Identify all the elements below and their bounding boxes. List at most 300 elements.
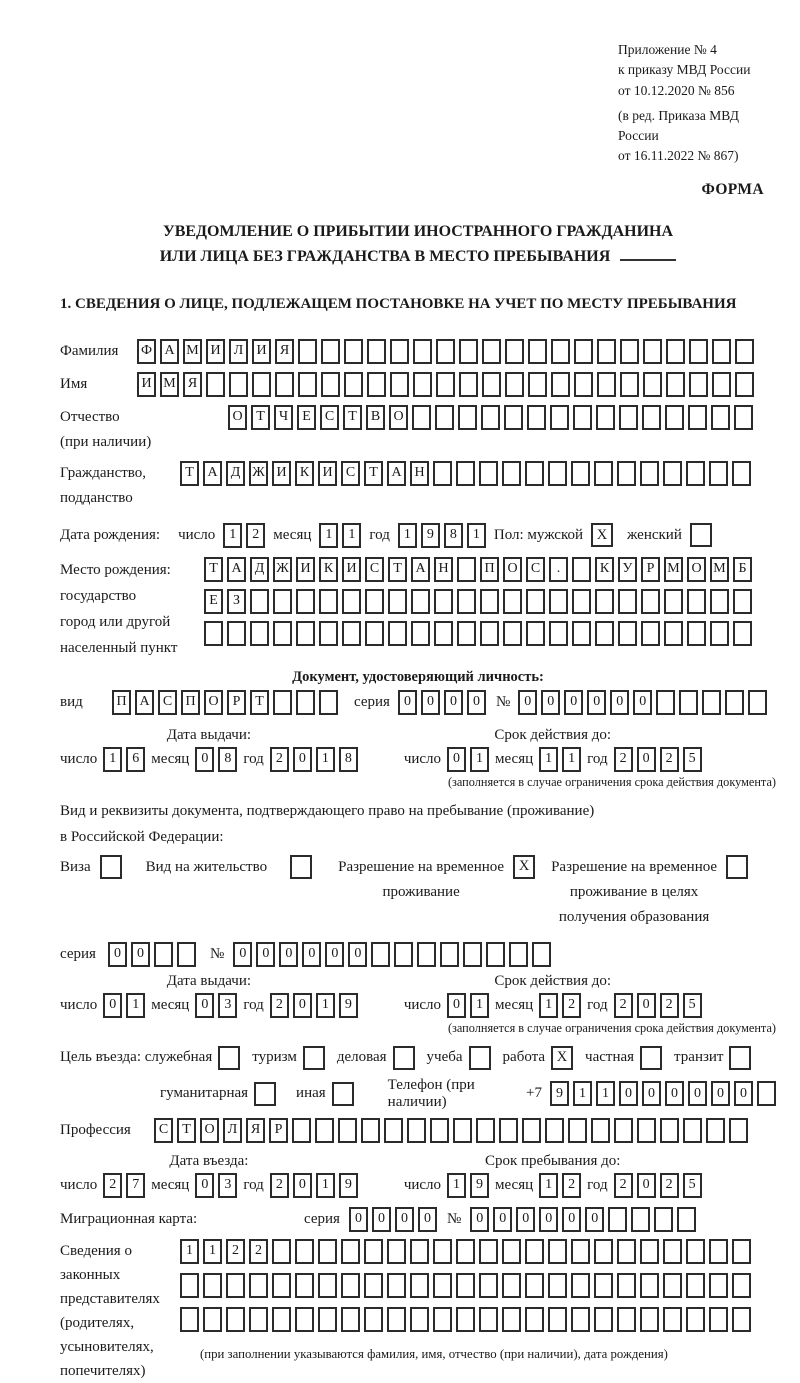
char-cell[interactable]: З bbox=[227, 589, 246, 614]
char-cell[interactable] bbox=[522, 1118, 541, 1143]
char-cell[interactable]: 0 bbox=[493, 1207, 512, 1232]
char-cell[interactable]: 0 bbox=[349, 1207, 368, 1232]
char-cell[interactable] bbox=[618, 589, 637, 614]
char-cell[interactable]: Е bbox=[204, 589, 223, 614]
char-cell[interactable] bbox=[273, 621, 292, 646]
char-cell[interactable] bbox=[367, 339, 386, 364]
char-cell[interactable]: 0 bbox=[633, 690, 652, 715]
char-cell[interactable] bbox=[663, 461, 682, 486]
sex-female-checkbox[interactable] bbox=[690, 523, 712, 547]
char-cell[interactable] bbox=[344, 372, 363, 397]
entry-year-cells[interactable] bbox=[270, 1173, 358, 1198]
char-cell[interactable] bbox=[664, 589, 683, 614]
char-cell[interactable] bbox=[549, 589, 568, 614]
char-cell[interactable] bbox=[502, 1239, 521, 1264]
char-cell[interactable]: 0 bbox=[421, 690, 440, 715]
char-cell[interactable] bbox=[505, 372, 524, 397]
char-cell[interactable] bbox=[433, 1239, 452, 1264]
birth-day-cells[interactable] bbox=[223, 523, 265, 548]
birth-place-line3-cells[interactable] bbox=[204, 621, 752, 646]
char-cell[interactable]: 2 bbox=[249, 1239, 268, 1264]
char-cell[interactable] bbox=[643, 339, 662, 364]
char-cell[interactable] bbox=[204, 621, 223, 646]
char-cell[interactable]: 9 bbox=[470, 1173, 489, 1198]
residence-permit-checkbox[interactable] bbox=[290, 855, 312, 879]
char-cell[interactable] bbox=[757, 1081, 776, 1106]
char-cell[interactable]: 3 bbox=[218, 993, 237, 1018]
char-cell[interactable] bbox=[459, 339, 478, 364]
identity-issue-day-cells[interactable] bbox=[103, 747, 145, 772]
char-cell[interactable]: 7 bbox=[126, 1173, 145, 1198]
char-cell[interactable]: Т bbox=[177, 1118, 196, 1143]
char-cell[interactable] bbox=[666, 339, 685, 364]
char-cell[interactable]: Л bbox=[223, 1118, 242, 1143]
char-cell[interactable] bbox=[502, 461, 521, 486]
char-cell[interactable]: И bbox=[318, 461, 337, 486]
char-cell[interactable] bbox=[502, 1307, 521, 1332]
char-cell[interactable] bbox=[456, 461, 475, 486]
char-cell[interactable] bbox=[663, 1273, 682, 1298]
char-cell[interactable] bbox=[272, 1307, 291, 1332]
char-cell[interactable]: 0 bbox=[447, 993, 466, 1018]
char-cell[interactable]: 0 bbox=[348, 942, 367, 967]
char-cell[interactable] bbox=[229, 372, 248, 397]
char-cell[interactable] bbox=[341, 1307, 360, 1332]
char-cell[interactable] bbox=[664, 621, 683, 646]
char-cell[interactable] bbox=[640, 1273, 659, 1298]
char-cell[interactable]: А bbox=[411, 557, 430, 582]
char-cell[interactable] bbox=[203, 1273, 222, 1298]
char-cell[interactable]: Ф bbox=[137, 339, 156, 364]
char-cell[interactable] bbox=[525, 1273, 544, 1298]
char-cell[interactable] bbox=[180, 1307, 199, 1332]
char-cell[interactable]: О bbox=[200, 1118, 219, 1143]
char-cell[interactable]: М bbox=[710, 557, 729, 582]
char-cell[interactable] bbox=[711, 405, 730, 430]
doc-series-cells[interactable] bbox=[398, 690, 486, 715]
stay-day-cells[interactable] bbox=[447, 1173, 489, 1198]
name-cells[interactable] bbox=[137, 372, 754, 397]
char-cell[interactable] bbox=[476, 1118, 495, 1143]
representatives-line2-cells[interactable] bbox=[180, 1273, 751, 1298]
char-cell[interactable] bbox=[548, 461, 567, 486]
char-cell[interactable] bbox=[482, 339, 501, 364]
identity-valid-month-cells[interactable] bbox=[539, 747, 581, 772]
char-cell[interactable]: Т bbox=[204, 557, 223, 582]
char-cell[interactable]: Ж bbox=[273, 557, 292, 582]
char-cell[interactable]: Ж bbox=[249, 461, 268, 486]
char-cell[interactable] bbox=[273, 589, 292, 614]
sex-male-checkbox[interactable]: X bbox=[591, 523, 613, 547]
char-cell[interactable]: 0 bbox=[293, 747, 312, 772]
char-cell[interactable] bbox=[712, 339, 731, 364]
char-cell[interactable] bbox=[642, 405, 661, 430]
char-cell[interactable]: 5 bbox=[683, 747, 702, 772]
char-cell[interactable]: С bbox=[154, 1118, 173, 1143]
patronymic-cells[interactable] bbox=[228, 405, 753, 430]
char-cell[interactable] bbox=[640, 461, 659, 486]
char-cell[interactable] bbox=[686, 461, 705, 486]
char-cell[interactable]: 2 bbox=[614, 1173, 633, 1198]
char-cell[interactable]: К bbox=[295, 461, 314, 486]
char-cell[interactable]: Л bbox=[229, 339, 248, 364]
char-cell[interactable] bbox=[595, 621, 614, 646]
char-cell[interactable] bbox=[479, 1239, 498, 1264]
char-cell[interactable] bbox=[479, 1273, 498, 1298]
char-cell[interactable]: 0 bbox=[610, 690, 629, 715]
char-cell[interactable] bbox=[342, 621, 361, 646]
char-cell[interactable]: Д bbox=[226, 461, 245, 486]
char-cell[interactable]: 9 bbox=[339, 1173, 358, 1198]
char-cell[interactable]: 0 bbox=[587, 690, 606, 715]
char-cell[interactable]: 9 bbox=[339, 993, 358, 1018]
char-cell[interactable] bbox=[709, 1307, 728, 1332]
char-cell[interactable]: О bbox=[687, 557, 706, 582]
char-cell[interactable]: С bbox=[320, 405, 339, 430]
char-cell[interactable]: 1 bbox=[539, 747, 558, 772]
char-cell[interactable]: 0 bbox=[233, 942, 252, 967]
char-cell[interactable] bbox=[637, 1118, 656, 1143]
char-cell[interactable] bbox=[504, 405, 523, 430]
char-cell[interactable] bbox=[321, 339, 340, 364]
char-cell[interactable] bbox=[712, 372, 731, 397]
char-cell[interactable] bbox=[725, 690, 744, 715]
char-cell[interactable]: 1 bbox=[223, 523, 242, 548]
char-cell[interactable]: 5 bbox=[683, 993, 702, 1018]
char-cell[interactable]: 0 bbox=[637, 993, 656, 1018]
char-cell[interactable]: 2 bbox=[660, 1173, 679, 1198]
char-cell[interactable] bbox=[503, 621, 522, 646]
char-cell[interactable] bbox=[732, 1273, 751, 1298]
char-cell[interactable] bbox=[459, 372, 478, 397]
char-cell[interactable] bbox=[177, 942, 196, 967]
char-cell[interactable]: С bbox=[158, 690, 177, 715]
entry-month-cells[interactable] bbox=[195, 1173, 237, 1198]
char-cell[interactable]: Т bbox=[251, 405, 270, 430]
char-cell[interactable]: 1 bbox=[203, 1239, 222, 1264]
char-cell[interactable] bbox=[550, 405, 569, 430]
char-cell[interactable]: 1 bbox=[180, 1239, 199, 1264]
char-cell[interactable] bbox=[640, 1307, 659, 1332]
char-cell[interactable]: О bbox=[228, 405, 247, 430]
char-cell[interactable] bbox=[571, 1239, 590, 1264]
char-cell[interactable] bbox=[249, 1307, 268, 1332]
citizenship-cells[interactable] bbox=[180, 461, 751, 486]
purpose-transit-checkbox[interactable] bbox=[729, 1046, 751, 1070]
char-cell[interactable] bbox=[434, 589, 453, 614]
char-cell[interactable] bbox=[732, 1307, 751, 1332]
char-cell[interactable]: Т bbox=[388, 557, 407, 582]
char-cell[interactable] bbox=[640, 1239, 659, 1264]
char-cell[interactable] bbox=[479, 1307, 498, 1332]
char-cell[interactable]: 6 bbox=[126, 747, 145, 772]
char-cell[interactable]: О bbox=[503, 557, 522, 582]
char-cell[interactable] bbox=[250, 589, 269, 614]
residence-valid-year-cells[interactable] bbox=[614, 993, 702, 1018]
char-cell[interactable] bbox=[371, 942, 390, 967]
char-cell[interactable]: 1 bbox=[398, 523, 417, 548]
char-cell[interactable]: 0 bbox=[372, 1207, 391, 1232]
char-cell[interactable] bbox=[617, 1239, 636, 1264]
char-cell[interactable] bbox=[319, 621, 338, 646]
char-cell[interactable]: И bbox=[206, 339, 225, 364]
char-cell[interactable] bbox=[387, 1273, 406, 1298]
char-cell[interactable] bbox=[687, 589, 706, 614]
char-cell[interactable]: Р bbox=[641, 557, 660, 582]
char-cell[interactable] bbox=[729, 1118, 748, 1143]
char-cell[interactable] bbox=[410, 1307, 429, 1332]
entry-day-cells[interactable] bbox=[103, 1173, 145, 1198]
char-cell[interactable] bbox=[435, 405, 454, 430]
char-cell[interactable] bbox=[665, 405, 684, 430]
char-cell[interactable] bbox=[296, 621, 315, 646]
char-cell[interactable] bbox=[528, 372, 547, 397]
char-cell[interactable] bbox=[319, 690, 338, 715]
char-cell[interactable] bbox=[458, 405, 477, 430]
char-cell[interactable] bbox=[663, 1239, 682, 1264]
birth-place-line2-cells[interactable] bbox=[204, 589, 752, 614]
char-cell[interactable]: 1 bbox=[126, 993, 145, 1018]
char-cell[interactable]: 8 bbox=[339, 747, 358, 772]
char-cell[interactable]: К bbox=[319, 557, 338, 582]
char-cell[interactable]: 2 bbox=[226, 1239, 245, 1264]
char-cell[interactable]: 0 bbox=[642, 1081, 661, 1106]
char-cell[interactable] bbox=[295, 1273, 314, 1298]
char-cell[interactable] bbox=[614, 1118, 633, 1143]
char-cell[interactable]: Ч bbox=[274, 405, 293, 430]
char-cell[interactable]: 8 bbox=[444, 523, 463, 548]
char-cell[interactable] bbox=[532, 942, 551, 967]
char-cell[interactable]: 1 bbox=[573, 1081, 592, 1106]
char-cell[interactable] bbox=[479, 461, 498, 486]
char-cell[interactable]: 0 bbox=[103, 993, 122, 1018]
char-cell[interactable] bbox=[407, 1118, 426, 1143]
char-cell[interactable]: 2 bbox=[270, 993, 289, 1018]
char-cell[interactable] bbox=[206, 372, 225, 397]
char-cell[interactable]: 0 bbox=[539, 1207, 558, 1232]
char-cell[interactable] bbox=[732, 461, 751, 486]
char-cell[interactable] bbox=[505, 339, 524, 364]
char-cell[interactable]: 2 bbox=[614, 993, 633, 1018]
char-cell[interactable] bbox=[548, 1307, 567, 1332]
char-cell[interactable]: 3 bbox=[218, 1173, 237, 1198]
char-cell[interactable] bbox=[295, 1307, 314, 1332]
char-cell[interactable] bbox=[617, 1273, 636, 1298]
char-cell[interactable] bbox=[643, 372, 662, 397]
char-cell[interactable] bbox=[275, 372, 294, 397]
char-cell[interactable]: 0 bbox=[302, 942, 321, 967]
char-cell[interactable]: 0 bbox=[541, 690, 560, 715]
representatives-line1-cells[interactable] bbox=[180, 1239, 751, 1264]
char-cell[interactable]: А bbox=[203, 461, 222, 486]
char-cell[interactable]: С bbox=[526, 557, 545, 582]
char-cell[interactable] bbox=[526, 621, 545, 646]
char-cell[interactable] bbox=[394, 942, 413, 967]
identity-valid-year-cells[interactable] bbox=[614, 747, 702, 772]
char-cell[interactable]: 0 bbox=[108, 942, 127, 967]
char-cell[interactable] bbox=[344, 339, 363, 364]
char-cell[interactable] bbox=[203, 1307, 222, 1332]
char-cell[interactable] bbox=[709, 1239, 728, 1264]
char-cell[interactable] bbox=[689, 339, 708, 364]
char-cell[interactable] bbox=[434, 621, 453, 646]
char-cell[interactable]: П bbox=[480, 557, 499, 582]
char-cell[interactable] bbox=[296, 690, 315, 715]
char-cell[interactable] bbox=[525, 1307, 544, 1332]
purpose-tourism-checkbox[interactable] bbox=[303, 1046, 325, 1070]
char-cell[interactable]: А bbox=[227, 557, 246, 582]
char-cell[interactable] bbox=[463, 942, 482, 967]
char-cell[interactable] bbox=[413, 339, 432, 364]
char-cell[interactable] bbox=[296, 589, 315, 614]
doc-number-cells[interactable] bbox=[518, 690, 767, 715]
char-cell[interactable]: 9 bbox=[421, 523, 440, 548]
char-cell[interactable]: 0 bbox=[585, 1207, 604, 1232]
char-cell[interactable] bbox=[596, 405, 615, 430]
representatives-line3-cells[interactable] bbox=[180, 1307, 751, 1332]
char-cell[interactable]: 1 bbox=[539, 1173, 558, 1198]
char-cell[interactable]: 2 bbox=[270, 747, 289, 772]
char-cell[interactable] bbox=[295, 1239, 314, 1264]
char-cell[interactable]: 0 bbox=[619, 1081, 638, 1106]
char-cell[interactable] bbox=[597, 372, 616, 397]
residence-valid-day-cells[interactable] bbox=[447, 993, 489, 1018]
char-cell[interactable]: 1 bbox=[539, 993, 558, 1018]
char-cell[interactable] bbox=[686, 1307, 705, 1332]
char-cell[interactable] bbox=[457, 621, 476, 646]
char-cell[interactable]: 2 bbox=[103, 1173, 122, 1198]
char-cell[interactable]: 0 bbox=[279, 942, 298, 967]
purpose-official-checkbox[interactable] bbox=[218, 1046, 240, 1070]
char-cell[interactable]: 1 bbox=[316, 1173, 335, 1198]
char-cell[interactable] bbox=[574, 339, 593, 364]
char-cell[interactable]: 2 bbox=[270, 1173, 289, 1198]
char-cell[interactable] bbox=[568, 1118, 587, 1143]
char-cell[interactable]: В bbox=[366, 405, 385, 430]
char-cell[interactable] bbox=[732, 1239, 751, 1264]
char-cell[interactable] bbox=[430, 1118, 449, 1143]
identity-issue-year-cells[interactable] bbox=[270, 747, 358, 772]
char-cell[interactable] bbox=[594, 1273, 613, 1298]
char-cell[interactable]: А bbox=[135, 690, 154, 715]
char-cell[interactable]: 0 bbox=[395, 1207, 414, 1232]
char-cell[interactable] bbox=[572, 557, 591, 582]
char-cell[interactable] bbox=[272, 1273, 291, 1298]
char-cell[interactable] bbox=[440, 942, 459, 967]
char-cell[interactable] bbox=[365, 589, 384, 614]
char-cell[interactable]: Т bbox=[250, 690, 269, 715]
char-cell[interactable]: 9 bbox=[550, 1081, 569, 1106]
char-cell[interactable] bbox=[525, 1239, 544, 1264]
char-cell[interactable] bbox=[388, 621, 407, 646]
char-cell[interactable]: 0 bbox=[564, 690, 583, 715]
char-cell[interactable]: 2 bbox=[660, 993, 679, 1018]
char-cell[interactable] bbox=[412, 405, 431, 430]
char-cell[interactable]: А bbox=[387, 461, 406, 486]
char-cell[interactable] bbox=[384, 1118, 403, 1143]
char-cell[interactable] bbox=[545, 1118, 564, 1143]
residence-issue-month-cells[interactable] bbox=[195, 993, 237, 1018]
char-cell[interactable]: 0 bbox=[195, 993, 214, 1018]
char-cell[interactable]: Н bbox=[410, 461, 429, 486]
char-cell[interactable]: 5 bbox=[683, 1173, 702, 1198]
char-cell[interactable]: 1 bbox=[562, 747, 581, 772]
purpose-business-checkbox[interactable] bbox=[393, 1046, 415, 1070]
char-cell[interactable] bbox=[663, 1307, 682, 1332]
char-cell[interactable] bbox=[364, 1273, 383, 1298]
char-cell[interactable] bbox=[361, 1118, 380, 1143]
char-cell[interactable]: 0 bbox=[562, 1207, 581, 1232]
char-cell[interactable]: 0 bbox=[665, 1081, 684, 1106]
char-cell[interactable] bbox=[298, 372, 317, 397]
char-cell[interactable] bbox=[617, 1307, 636, 1332]
char-cell[interactable] bbox=[620, 372, 639, 397]
char-cell[interactable]: 2 bbox=[562, 1173, 581, 1198]
char-cell[interactable] bbox=[548, 1273, 567, 1298]
char-cell[interactable] bbox=[436, 372, 455, 397]
char-cell[interactable] bbox=[594, 461, 613, 486]
char-cell[interactable] bbox=[390, 372, 409, 397]
char-cell[interactable] bbox=[318, 1239, 337, 1264]
char-cell[interactable]: 0 bbox=[447, 747, 466, 772]
char-cell[interactable] bbox=[319, 589, 338, 614]
char-cell[interactable] bbox=[272, 1239, 291, 1264]
char-cell[interactable]: 0 bbox=[195, 1173, 214, 1198]
visa-checkbox[interactable] bbox=[100, 855, 122, 879]
char-cell[interactable] bbox=[298, 339, 317, 364]
char-cell[interactable]: Т bbox=[343, 405, 362, 430]
char-cell[interactable] bbox=[641, 589, 660, 614]
migration-number-cells[interactable] bbox=[470, 1207, 696, 1232]
char-cell[interactable] bbox=[180, 1273, 199, 1298]
char-cell[interactable]: 0 bbox=[293, 1173, 312, 1198]
char-cell[interactable]: М bbox=[183, 339, 202, 364]
char-cell[interactable] bbox=[321, 372, 340, 397]
char-cell[interactable] bbox=[706, 1118, 725, 1143]
char-cell[interactable] bbox=[709, 1273, 728, 1298]
char-cell[interactable] bbox=[457, 589, 476, 614]
char-cell[interactable] bbox=[709, 461, 728, 486]
char-cell[interactable]: 0 bbox=[131, 942, 150, 967]
purpose-other-checkbox[interactable] bbox=[332, 1082, 354, 1106]
char-cell[interactable] bbox=[413, 372, 432, 397]
char-cell[interactable]: 1 bbox=[596, 1081, 615, 1106]
char-cell[interactable] bbox=[417, 942, 436, 967]
char-cell[interactable]: 2 bbox=[246, 523, 265, 548]
char-cell[interactable] bbox=[733, 621, 752, 646]
char-cell[interactable] bbox=[502, 1273, 521, 1298]
char-cell[interactable] bbox=[456, 1239, 475, 1264]
residence-issue-year-cells[interactable] bbox=[270, 993, 358, 1018]
char-cell[interactable]: И bbox=[272, 461, 291, 486]
temp-residence-checkbox[interactable]: X bbox=[513, 855, 535, 879]
char-cell[interactable] bbox=[338, 1118, 357, 1143]
char-cell[interactable] bbox=[666, 372, 685, 397]
char-cell[interactable]: 0 bbox=[467, 690, 486, 715]
char-cell[interactable] bbox=[528, 339, 547, 364]
char-cell[interactable] bbox=[527, 405, 546, 430]
char-cell[interactable]: Н bbox=[434, 557, 453, 582]
char-cell[interactable]: Е bbox=[297, 405, 316, 430]
birth-month-cells[interactable] bbox=[319, 523, 361, 548]
char-cell[interactable] bbox=[433, 1307, 452, 1332]
char-cell[interactable] bbox=[677, 1207, 696, 1232]
char-cell[interactable] bbox=[457, 557, 476, 582]
char-cell[interactable] bbox=[687, 621, 706, 646]
char-cell[interactable]: Б bbox=[733, 557, 752, 582]
char-cell[interactable] bbox=[656, 690, 675, 715]
char-cell[interactable]: 0 bbox=[398, 690, 417, 715]
